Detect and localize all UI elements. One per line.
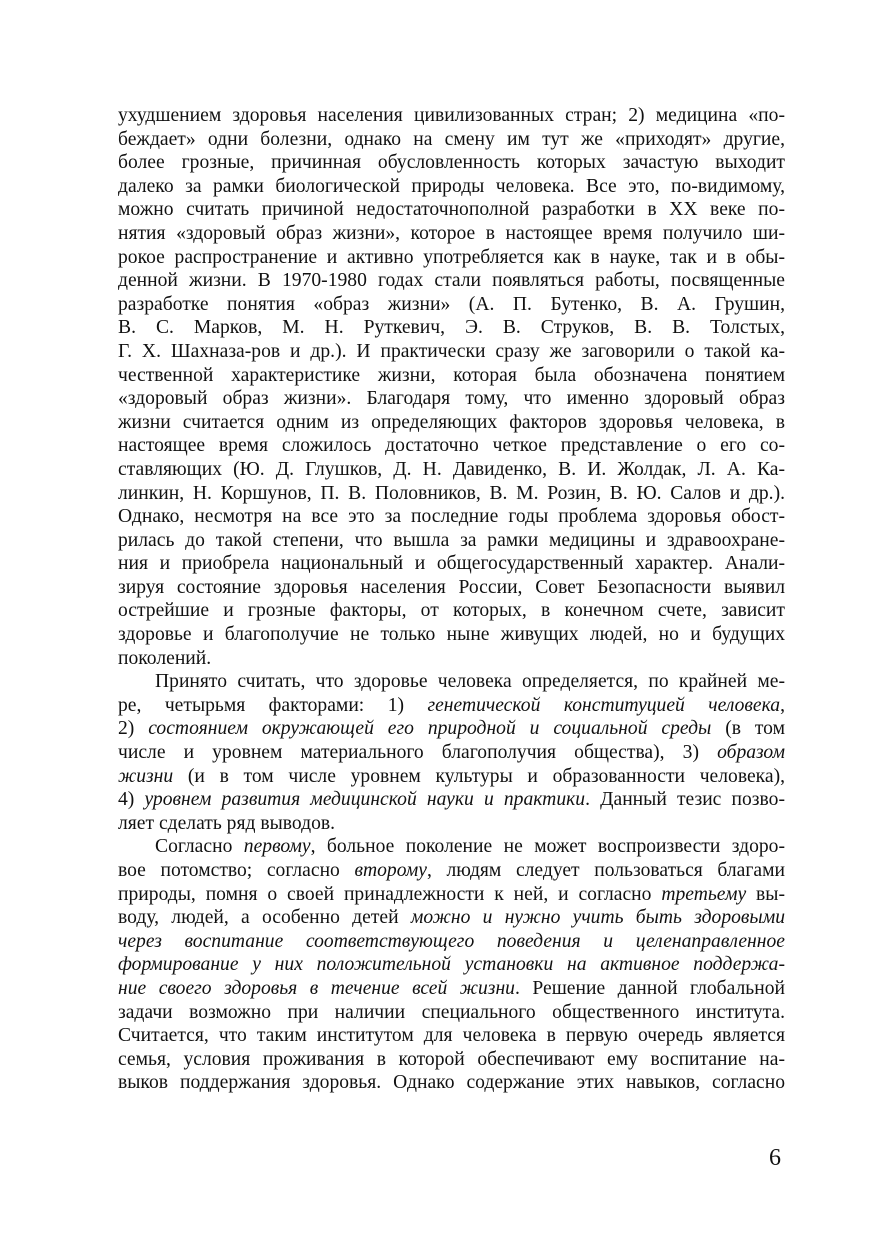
italic-text: образом <box>717 742 785 764</box>
paragraph <box>118 104 785 670</box>
text-segment: зируя состояние здоровья населения России, Совет Безопасности выявил <box>118 576 785 598</box>
text-line <box>118 552 785 576</box>
text-line <box>118 694 785 718</box>
text-segment: воду, людей, а особенно детей <box>118 907 411 929</box>
text-segment: линкин, Н. Коршунов, П. В. Половников, В. М. Розин, В. Ю. Салов и др.). <box>118 482 785 504</box>
text-line <box>118 1048 785 1072</box>
text-line <box>118 505 785 529</box>
text-segment: . Данный тезис позво- <box>585 789 785 811</box>
paragraph <box>118 670 785 835</box>
italic-text: можно и нужно учить быть здоровыми <box>410 907 785 929</box>
text-line <box>118 246 785 270</box>
text-line <box>118 788 785 812</box>
text-segment: рилась до такой степени, что вышла за рамки медицины и здравоохране- <box>118 529 785 551</box>
text-line <box>118 930 785 954</box>
text-line <box>118 151 785 175</box>
text-segment: В. С. Марков, М. Н. Руткевич, Э. В. Струков, В. В. Толстых, <box>118 317 785 339</box>
text-segment: (в том <box>711 718 785 740</box>
text-segment: острейшие и грозные факторы, от которых, в конечном счете, зависит <box>118 600 785 622</box>
text-line <box>118 340 785 364</box>
text-line <box>118 576 785 600</box>
text-segment: ухудшением здоровья населения цивилизованных стран; 2) медицина «по- <box>118 105 785 126</box>
text-line <box>118 812 785 836</box>
italic-text: ние своего здоровья в течение всей жизни <box>118 977 515 999</box>
text-segment: ляет сделать ряд выводов. <box>118 812 336 834</box>
text-line <box>118 859 785 883</box>
text-segment: 4) <box>118 789 145 811</box>
text-segment: , <box>780 694 786 716</box>
text-line <box>118 529 785 553</box>
text-segment: Принято считать, что здоровье человека определяется, по крайней ме- <box>155 671 785 693</box>
text-line <box>118 434 785 458</box>
text-line <box>118 717 785 741</box>
text-line <box>118 293 785 317</box>
text-line <box>118 765 785 789</box>
page-number: 6 <box>769 1145 781 1171</box>
text-line <box>118 953 785 977</box>
text-line <box>118 623 785 647</box>
text-segment: разработке понятия «образ жизни» (А. П. Бутенко, В. А. Грушин, <box>118 293 785 315</box>
text-segment: поколений. <box>118 647 212 669</box>
text-segment: нятия «здоровый образ жизни», которое в настоящее время получило ши- <box>118 222 785 244</box>
text-line <box>118 1024 785 1048</box>
italic-text: третьему <box>661 883 747 905</box>
text-line <box>118 364 785 388</box>
text-line <box>118 316 785 340</box>
text-line <box>118 482 785 506</box>
italic-text: формирование у них положительной установки на активное поддержа- <box>118 954 785 976</box>
text-segment: можно считать причиной недостаточнополной разработки в XX веке по- <box>118 199 785 221</box>
text-segment: ния и приобрела национальный и общегосударственный характер. Анали- <box>118 553 785 575</box>
text-segment: вое потомство; согласно <box>118 860 355 881</box>
text-segment: . Решение данной глобальной <box>514 977 785 999</box>
text-segment: беждает» одни болезни, однако на смену им тут же «приходят» другие, <box>118 128 785 150</box>
text-segment: выков поддержания здоровья. Однако содержание этих навыков, согласно <box>118 1072 785 1094</box>
text-segment: (и в том числе уровнем культуры и образованности человека), <box>173 765 785 787</box>
italic-text: состоянием окружающей его природной и социальной среды <box>148 718 712 740</box>
paragraph <box>118 835 785 1095</box>
text-segment: Считается, что таким институтом для человека в первую очередь является <box>118 1025 785 1047</box>
text-line <box>118 411 785 435</box>
text-segment: ре, четырьмя факторами: 1) <box>118 694 428 716</box>
text-line <box>118 1001 785 1025</box>
text-segment: «здоровый образ жизни». Благодаря тому, что именно здоровый образ <box>118 388 785 410</box>
text-line <box>118 883 785 907</box>
text-line <box>118 647 785 671</box>
text-segment: , больное поколение не может воспроизвести здоро- <box>310 836 786 858</box>
text-line <box>118 458 785 482</box>
text-segment: 2) <box>118 718 149 740</box>
text-line <box>118 128 785 152</box>
text-segment: Г. Х. Шахназа-ров и др.). И практически сразу же заговорили о такой ка- <box>118 340 785 362</box>
text-segment: жизни считается одним из определяющих факторов здоровья человека, в <box>118 411 785 433</box>
text-line <box>118 977 785 1001</box>
text-segment: здоровье и благополучие не только ныне живущих людей, но и будущих <box>118 624 785 646</box>
text-line <box>118 387 785 411</box>
text-line <box>118 198 785 222</box>
text-line <box>118 269 785 293</box>
text-segment: далеко за рамки биологической природы человека. Все это, по-видимому, <box>118 175 785 197</box>
italic-text: уровнем развития медицинской науки и практики <box>144 789 586 811</box>
text-line <box>118 175 785 199</box>
italic-text: второму <box>354 860 427 881</box>
text-line <box>118 906 785 930</box>
text-segment: более грозные, причинная обусловленность которых зачастую выходит <box>118 152 785 174</box>
italic-text: первому <box>243 836 311 858</box>
text-line <box>118 599 785 623</box>
text-line <box>118 222 785 246</box>
italic-text: генетической конституцией человека <box>427 694 781 716</box>
text-segment: настоящее время сложилось достаточно четкое представление о его со- <box>118 435 785 457</box>
text-line <box>118 670 785 694</box>
text-segment: рокое распространение и активно употребляется как в науке, так и в обы- <box>118 246 785 268</box>
text-segment: задачи возможно при наличии специального общественного института. <box>118 1001 785 1023</box>
text-segment: вы- <box>746 883 785 905</box>
text-segment: денной жизни. В 1970-1980 годах стали появляться работы, посвященные <box>118 270 785 292</box>
text-segment: семья, условия проживания в которой обеспечивают ему воспитание на- <box>118 1048 785 1070</box>
text-line <box>118 741 785 765</box>
italic-text: жизни <box>118 765 174 787</box>
text-segment: , людям следует пользоваться благами <box>427 860 785 881</box>
text-line <box>118 1071 785 1095</box>
text-segment: числе и уровнем материального благополучия общества), 3) <box>118 742 718 764</box>
text-line <box>118 835 785 859</box>
text-segment: ставляющих (Ю. Д. Глушков, Д. Н. Давиденко, В. И. Жолдак, Л. А. Ка- <box>118 458 785 480</box>
text-segment: Согласно <box>155 836 244 858</box>
text-segment: Однако, несмотря на все это за последние годы проблема здоровья обост- <box>118 506 785 528</box>
text-line <box>118 104 785 128</box>
text-segment: природы, помня о своей принадлежности к ней, и согласно <box>118 883 662 905</box>
document-body <box>118 104 785 1095</box>
text-segment: чественной характеристике жизни, которая была обозначена понятием <box>118 364 785 386</box>
italic-text: через воспитание соответствующего поведения и целенаправленное <box>118 930 785 952</box>
